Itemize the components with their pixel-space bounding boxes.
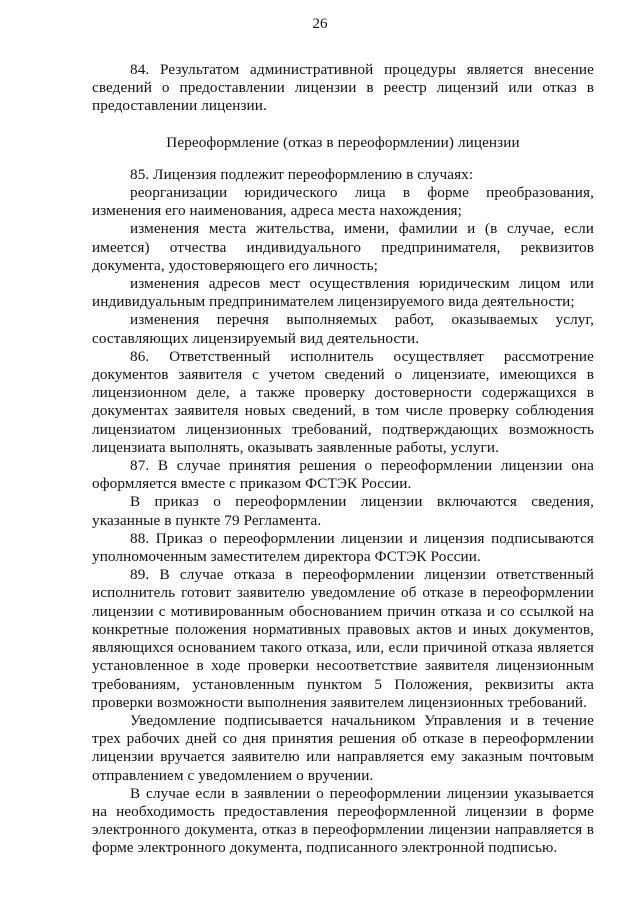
paragraph-89-notification: Уведомление подписывается начальником Управления и в течение трех рабочих дней со дня принятия решения об отказе в переоформлении лицензии вручается заявителю или направляется ему заказным почтовым отправлением с уведомлением о вручении. — [92, 711, 594, 784]
page-number: 26 — [312, 16, 328, 32]
paragraph-85-case-3: изменения адресов мест осуществления юридическим лицом или индивидуальным предпринимателем лицензируемого вида деятельности; — [92, 275, 594, 311]
section-title: Переоформление (отказ в переоформлении) лицензии — [166, 133, 520, 151]
paragraph-85-case-2: изменения места жительства, имени, фамилии и (в случае, если имеется) отчества индивидуального предпринимателя, реквизитов документа, удостоверяющего его личность; — [92, 220, 594, 274]
paragraph-84: 84. Результатом административной процедуры является внесение сведений о предоставлении лицензии в реестр лицензий или отказ в предоставлении лицензии. — [92, 61, 594, 115]
paragraph-85: 85. Лицензия подлежит переоформлению в случаях: — [130, 165, 474, 183]
document-body — [92, 61, 594, 858]
paragraph-87: 87. В случае принятия решения о переоформлении лицензии она оформляется вместе с приказом ФСТЭК России. — [92, 457, 594, 493]
paragraph-85-case-1: реорганизации юридического лица в форме преобразования, изменения его наименования, адреса места нахождения; — [92, 184, 594, 220]
paragraph-88: 88. Приказ о переоформлении лицензии и лицензия подписываются уполномоченным заместителем директора ФСТЭК России. — [92, 529, 594, 566]
paragraph-86: 86. Ответственный исполнитель осуществляет рассмотрение документов заявителя с учетом сведений о лицензиате, имеющихся в лицензионном деле, а также проверку достоверности содержащихся в документах заявителя новых сведений, в том числе проверку соблюдения лицензиатом лицензионных требований, подтверждающих возможность лицензиата выполнять, оказывать заявленные работы, услуги. — [92, 347, 594, 456]
paragraph-85-case-4: изменения перечня выполняемых работ, оказываемых услуг, составляющих лицензируемый вид деятельности. — [92, 311, 594, 347]
paragraph-89: 89. В случае отказа в переоформлении лицензии ответственный исполнитель готовит заявителю уведомление об отказе в переоформлении лицензии с мотивированным обоснованием причин отказа и со ссылкой на конкретные положения нормативных правовых актов и иных документов, являющихся основанием такого отказа, или, если причиной отказа является установленное в ходе проверки несоответствие заявителя лицензионным требованиям, установленным пунктом 5 Положения, реквизиты акта проверки возможности выполнения заявителем лицензионных требований. — [92, 566, 594, 711]
paragraph-89-electronic: В случае если в заявлении о переоформлении лицензии указывается на необходимость предоставления переоформленной лицензии в форме электронного документа, отказ в переоформлении лицензии направляется в форме электронного документа, подписанного электронной подписью. — [92, 784, 594, 857]
paragraph-87-order: В приказ о переоформлении лицензии включаются сведения, указанные в пункте 79 Регламента. — [92, 493, 594, 529]
